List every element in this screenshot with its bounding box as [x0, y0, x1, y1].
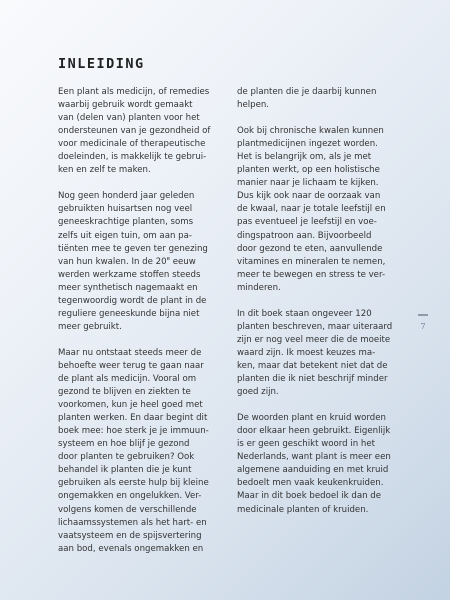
text-line: waarbij gebruik wordt gemaakt	[58, 100, 193, 111]
text-line: meer synthetisch nagemaakt en	[58, 282, 198, 293]
text-line: minderen.	[237, 282, 281, 293]
text-line: voorkomen, kun je heel goed met	[58, 400, 203, 411]
text-line: doeleinden, is makkelijk te gebrui-	[58, 152, 207, 163]
text-line: Dus kijk ook naar de oorzaak van	[237, 191, 381, 202]
text-line: Ook bij chronische kwalen kunnen	[237, 126, 384, 137]
text-line: bedoelt men vaak keukenkruiden.	[237, 478, 384, 489]
text-line: ken en zelf te maken.	[58, 165, 151, 176]
text-line: pas eventueel je leefstijl en voe-	[237, 217, 377, 228]
paragraph	[237, 86, 402, 112]
text-line: van (delen van) planten voor het	[58, 113, 200, 124]
text-line: manier naar je lichaam te kijken.	[237, 178, 379, 189]
text-line: de plant als medicijn. Vooral om	[58, 374, 197, 385]
text-line: reguliere geneeskunde bijna niet	[58, 308, 200, 319]
text-line: zijn er nog veel meer die de moeite	[237, 334, 391, 345]
text-line: voor medicinale of therapeutische	[58, 139, 206, 150]
paragraph	[237, 308, 402, 399]
text-line: van hun kwalen. In de 20e eeuw	[58, 255, 196, 267]
text-line: planten werken. En daar begint dit	[58, 413, 208, 424]
text-line: vitamines en mineralen te nemen,	[237, 256, 386, 267]
text-line: boek mee: hoe sterk je je immuun-	[58, 426, 209, 437]
paragraph	[58, 86, 223, 177]
text-line: meer gebruikt.	[58, 321, 122, 332]
text-line: geneeskrachtige planten, soms	[58, 217, 194, 228]
text-line: gebruikten huisartsen nog veel	[58, 204, 193, 215]
text-line: vaatsysteem en de spijsvertering	[58, 530, 202, 541]
text-line: behoefte weer terug te gaan naar	[58, 360, 204, 371]
paragraph	[58, 347, 223, 556]
left-text-column	[58, 86, 223, 569]
right-text-column	[237, 86, 402, 530]
text-line: medicinale planten of kruiden.	[237, 504, 369, 515]
text-line: plantmedicijnen ingezet worden.	[237, 139, 378, 150]
text-line: gebruiken als eerste hulp bij kleine	[58, 478, 209, 489]
text-line: ken, maar dat betekent niet dat de	[237, 360, 388, 371]
paragraph	[58, 190, 223, 334]
text-line: goed zijn.	[237, 387, 279, 398]
text-line: planten beschreven, maar uiteraard	[237, 321, 393, 332]
text-line: Maar in dit boek bedoel ik dan de	[237, 491, 382, 502]
text-line: In dit boek staan ongeveer 120	[237, 308, 372, 319]
text-line: tegenwoordig wordt de plant in de	[58, 295, 207, 306]
text-line: ondersteunen van je gezondheid of	[58, 126, 211, 137]
text-line: systeem en hoe blijf je gezond	[58, 439, 190, 450]
text-line: gezond te blijven en ziekten te	[58, 387, 191, 398]
text-line: Het is belangrijk om, als je met	[237, 152, 372, 163]
text-line: Nog geen honderd jaar geleden	[58, 191, 195, 202]
text-line: Nederlands, want plant is meer een	[237, 452, 391, 463]
text-line: behandel ik planten die je kunt	[58, 465, 192, 476]
text-line: lichaamssystemen als het hart- en	[58, 517, 207, 528]
chapter-heading: INLEIDING	[58, 56, 145, 72]
page-number-rule	[418, 314, 428, 316]
text-line: is er geen geschikt woord in het	[237, 439, 375, 450]
paragraph	[237, 412, 402, 516]
text-line: ongemakken en ongelukken. Ver-	[58, 491, 202, 502]
text-line: door gezond te eten, aanvullende	[237, 243, 383, 254]
text-line: zelfs uit eigen tuin, om aan pa-	[58, 230, 192, 241]
text-line: Een plant als medicijn, of remedies	[58, 87, 210, 97]
text-line: De woorden plant en kruid worden	[237, 413, 386, 424]
text-line: aan bod, evenals ongemakken en	[58, 543, 204, 554]
text-line: volgens komen de verschillende	[58, 504, 197, 515]
text-line: algemene aanduiding en met kruid	[237, 465, 389, 476]
text-line: planten werkt, op een holistische	[237, 165, 380, 176]
text-line: dingspatroon aan. Bijvoorbeeld	[237, 230, 372, 241]
paragraph	[237, 125, 402, 295]
text-line: tiënten mee te geven ter genezing	[58, 243, 208, 254]
text-line: werden werkzame stoffen steeds	[58, 269, 201, 280]
text-line: door elkaar heen gebruikt. Eigenlijk	[237, 426, 391, 437]
text-line: door planten te gebruiken? Ook	[58, 452, 195, 463]
text-line: de planten die je daarbij kunnen	[237, 87, 377, 97]
text-line: meer te bewegen en stress te ver-	[237, 269, 386, 280]
text-line: helpen.	[237, 100, 270, 111]
page-number: 7	[420, 322, 426, 331]
text-line: Maar nu ontstaat steeds meer de	[58, 347, 202, 358]
text-line: waard zijn. Ik moest keuzes ma-	[237, 347, 376, 358]
text-line: planten die ik niet beschrijf minder	[237, 374, 388, 385]
text-line: de kwaal, naar je totale leefstijl en	[237, 204, 386, 215]
